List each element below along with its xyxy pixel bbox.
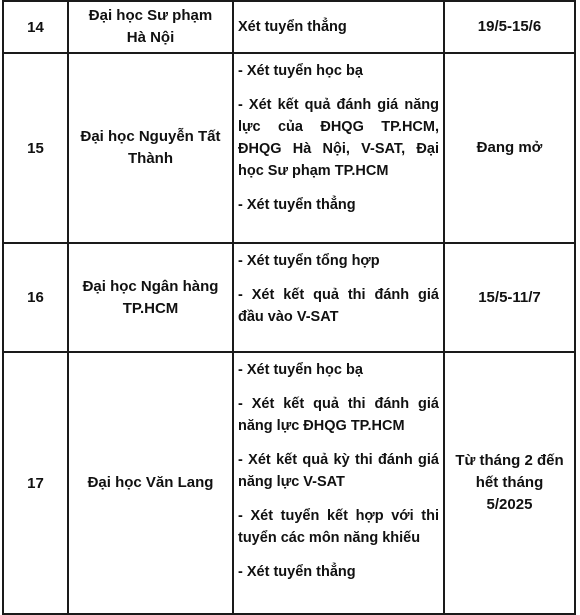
- table-row: [3, 1, 575, 53]
- admission-period: Đang mở: [444, 53, 575, 243]
- university-name: Đại học Sư phạm Hà Nội: [68, 1, 233, 53]
- university-name: Đại học Ngân hàng TP.HCM: [68, 243, 233, 352]
- admission-methods: [233, 53, 444, 243]
- admission-method: - Xét tuyển học bạ: [238, 362, 363, 378]
- university-name: Đại học Văn Lang: [68, 352, 233, 614]
- admission-method: - Xét tuyển kết hợp với thi tuyển các môn năng khiếu: [238, 508, 439, 546]
- admission-method: - Xét kết quả thi đánh giá đầu vào V-SAT: [238, 287, 439, 325]
- admission-method: - Xét tuyển học bạ: [238, 63, 363, 79]
- row-number: 15: [3, 53, 68, 243]
- university-name: Đại học Nguyễn Tất Thành: [68, 53, 233, 243]
- admission-methods: [233, 243, 444, 352]
- admission-methods: [233, 352, 444, 614]
- admission-method: Xét tuyển thẳng: [238, 19, 347, 35]
- admission-method: - Xét kết quả kỳ thi đánh giá năng lực V-SAT: [238, 452, 439, 490]
- row-number: 14: [3, 1, 68, 53]
- table-row: [3, 243, 575, 352]
- admission-period: Từ tháng 2 đến hết tháng 5/2025: [444, 352, 575, 614]
- admission-method: - Xét tuyển thẳng: [238, 197, 356, 213]
- admission-period: 19/5-15/6: [444, 1, 575, 53]
- admission-method: - Xét kết quả đánh giá năng lực của ĐHQG TP.HCM, ĐHQG Hà Nội, V-SAT, Đại học Sư phạm TP.HCM: [238, 97, 439, 179]
- row-number: 17: [3, 352, 68, 614]
- admission-method: - Xét tuyển thẳng: [238, 564, 356, 580]
- admission-method: - Xét tuyển tổng hợp: [238, 253, 380, 269]
- admission-method: - Xét kết quả thi đánh giá năng lực ĐHQG TP.HCM: [238, 396, 439, 434]
- admission-methods: [233, 1, 444, 53]
- admissions-table: [2, 0, 576, 615]
- table-row: [3, 352, 575, 614]
- row-number: 16: [3, 243, 68, 352]
- admission-period: 15/5-11/7: [444, 243, 575, 352]
- table-row: [3, 53, 575, 243]
